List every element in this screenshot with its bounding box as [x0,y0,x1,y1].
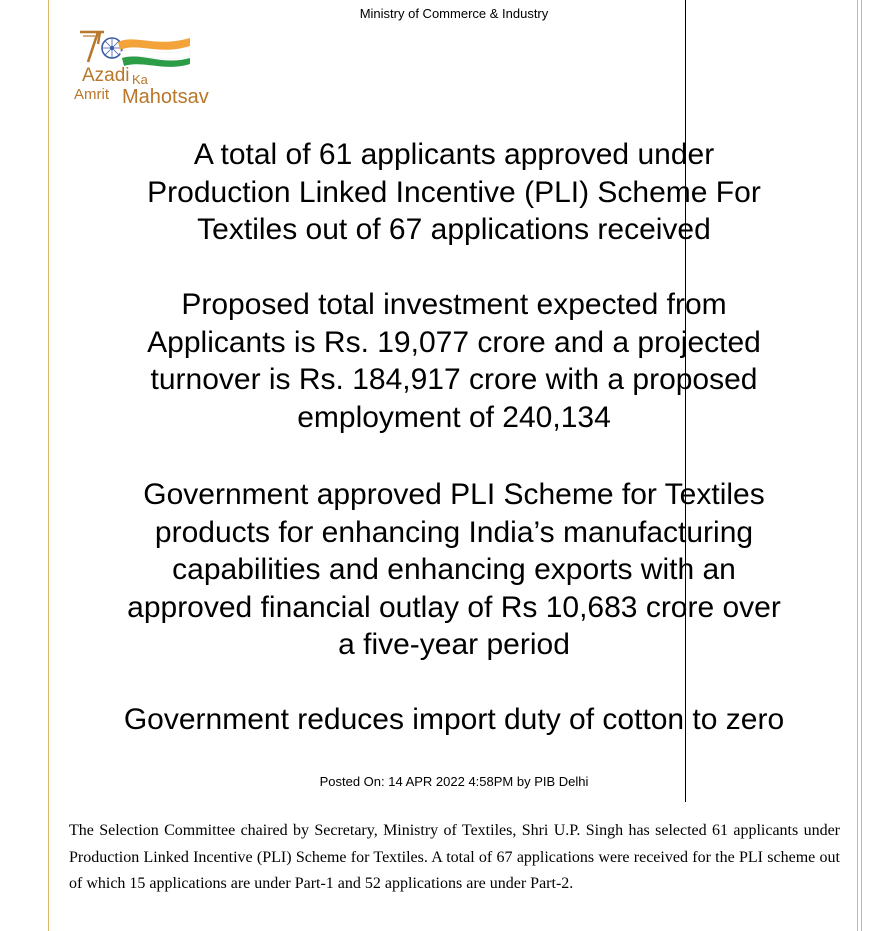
headline-proposed-investment [0,286,887,436]
headline-cotton-duty [0,701,887,739]
logo-word-azadi: Azadi [82,65,130,86]
body-paragraph: The Selection Committee chaired by Secretary, Ministry of Textiles, Shri U.P. Singh has selected 61 applicants under Production Linked Incentive (PLI) Scheme for Textiles. A total of 67 applications were received for the PLI scheme out of which 15 applications are under Part-1 and 52 applications are under Part-2. [69,822,840,892]
saffron-ribbon [118,38,190,50]
posted-on-line: Posted On: 14 APR 2022 4:58PM by PIB Delhi [319,774,589,789]
headline-pli-scheme-approved [0,476,887,664]
logo-word-amrit: Amrit [74,86,109,103]
headline-line: turnover is Rs. 184,917 crore with a proposed [150,363,758,396]
chakra-icon [102,38,122,58]
headline-line: approved financial outlay of Rs 10,683 crore over [127,590,781,624]
headline-line: Proposed total investment expected from [181,288,727,321]
headline-line: Government reduces import duty of cotton to zero [123,703,785,736]
logo-word-ka: Ka [132,72,148,87]
headline-line: products for enhancing India’s manufacturing [154,515,754,549]
headline-line: employment of 240,134 [297,400,611,434]
headline-line: Applicants is Rs. 19,077 crore and a projected [147,325,761,359]
headline-line: A total of 61 applicants approved under [193,138,715,171]
vertical-rule-line [685,0,686,802]
ministry-name: Ministry of Commerce & Industry [359,6,549,21]
azadi-ka-amrit-mahotsav-logo [74,26,224,110]
headline-line: Government approved PLI Scheme for Textiles [143,478,765,511]
headline-line: Textiles out of 67 applications received [197,213,711,246]
logo-word-mahotsav: Mahotsav [122,86,209,108]
headline-applicants-approved [0,136,887,249]
headline-line: capabilities and enhancing exports with an [172,553,736,586]
headline-line: Production Linked Incentive (PLI) Scheme For [147,175,761,209]
headline-line: a five-year period [338,628,570,661]
